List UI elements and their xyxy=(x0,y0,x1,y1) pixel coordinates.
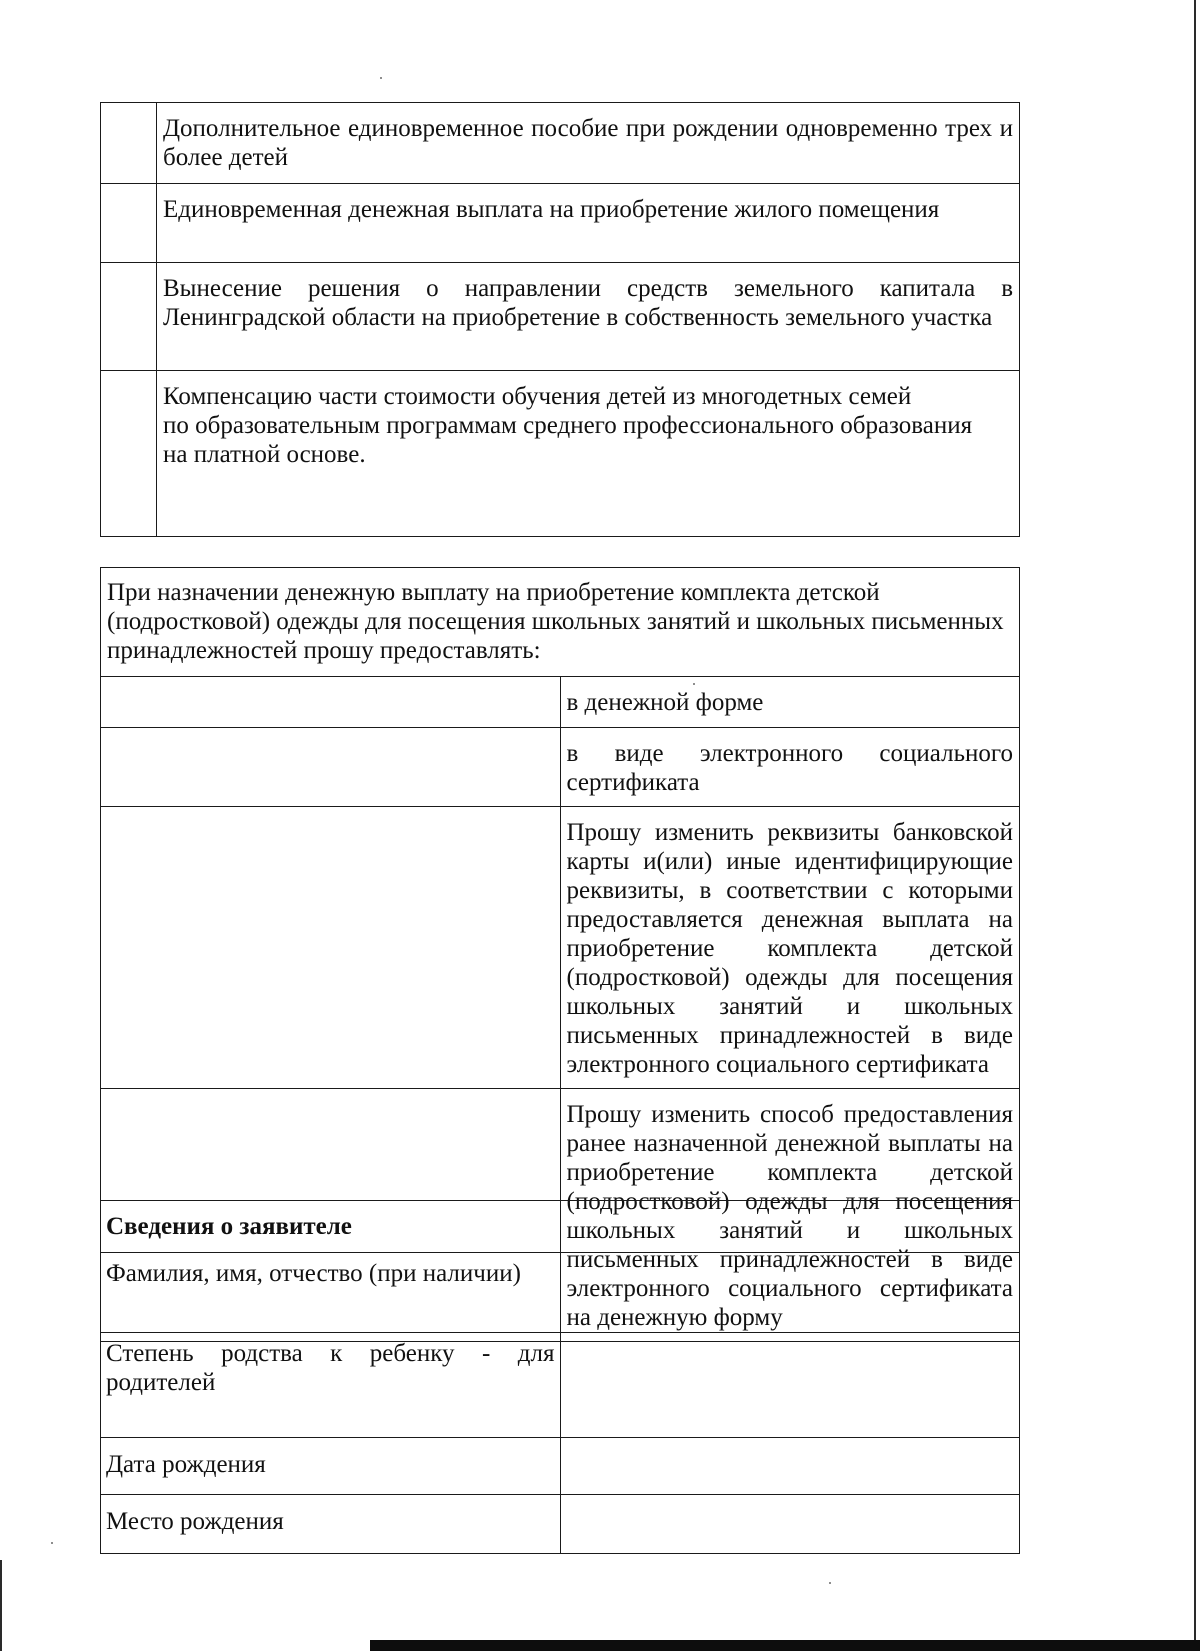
benefits-table xyxy=(100,102,1020,537)
payment-option-checkbox-cell[interactable] xyxy=(101,677,561,728)
payment-option-text: в виде электронного социального сертификата xyxy=(560,728,1020,807)
benefit-text: Вынесение решения о направлении средств земельного капитала в Ленинградской области на приобретение в собственность земельного участка xyxy=(163,275,1013,331)
benefit-checkbox-cell[interactable] xyxy=(101,103,157,184)
benefit-text-line: Компенсацию части стоимости обучения детей из многодетных семей xyxy=(163,383,912,410)
benefit-checkbox-cell[interactable] xyxy=(101,263,157,371)
payment-option-text: Прошу изменить способ предоставления ранее назначенной денежной выплаты на приобретение комплекта детской (подростковой) одежды для посещения школьных занятий и школьных письменных принадлежностей в виде электронного социального сертификата на денежную форму xyxy=(560,1089,1020,1342)
benefit-row xyxy=(101,184,1020,263)
applicant-field-row xyxy=(101,1438,1020,1495)
applicant-section-title: Сведения о заявителе xyxy=(101,1201,1020,1253)
page-edge-right xyxy=(1194,0,1196,1651)
page-edge-left xyxy=(0,1560,2,1651)
payment-option-row xyxy=(101,728,1020,807)
benefit-checkbox-cell[interactable] xyxy=(101,184,157,263)
payment-form-header: При назначении денежную выплату на приобретение комплекта детской (подростковой) одежды для посещения школьных занятий и школьных письменных принадлежностей прошу предоставлять: xyxy=(101,568,1020,677)
benefit-text-cell xyxy=(157,103,1020,184)
payment-form-header-row xyxy=(101,568,1020,677)
applicant-birth-place-field[interactable] xyxy=(560,1495,1020,1554)
applicant-field-row xyxy=(101,1253,1020,1333)
applicant-field-label: Место рождения xyxy=(101,1495,561,1554)
benefit-text-cell xyxy=(157,263,1020,371)
applicant-field-label: Дата рождения xyxy=(101,1438,561,1495)
applicant-field-label: Фамилия, имя, отчество (при наличии) xyxy=(101,1253,561,1333)
payment-option-text: в денежной форме xyxy=(560,677,1020,728)
payment-option-text: Прошу изменить реквизиты банковской карты и(или) иные идентифицирующие реквизиты, в соответствии с которыми предоставляется денежная выплата на приобретение комплекта детской (подростковой) одежды для посещения школьных занятий и школьных письменных принадлежностей в виде электронного социального сертификата xyxy=(560,807,1020,1089)
benefit-row xyxy=(101,371,1020,537)
payment-option-row xyxy=(101,677,1020,728)
applicant-full-name-field[interactable] xyxy=(560,1253,1020,1333)
payment-option-row xyxy=(101,807,1020,1089)
applicant-birth-date-field[interactable] xyxy=(560,1438,1020,1495)
benefit-text-cell xyxy=(157,184,1020,263)
benefit-text: Единовременная денежная выплата на приобретение жилого помещения xyxy=(163,196,940,223)
applicant-title-row xyxy=(101,1201,1020,1253)
scan-speck xyxy=(380,77,382,79)
benefit-text-line: по образовательным программам среднего профессионального образования xyxy=(163,412,973,439)
applicant-field-label: Степень родства к ребенку - для родителей xyxy=(101,1333,561,1438)
benefit-row xyxy=(101,263,1020,371)
benefit-checkbox-cell[interactable] xyxy=(101,371,157,537)
payment-option-checkbox-cell[interactable] xyxy=(101,728,561,807)
applicant-field-row xyxy=(101,1333,1020,1438)
payment-option-checkbox-cell[interactable] xyxy=(101,807,561,1089)
benefit-text-cell xyxy=(157,371,1020,537)
scan-speck xyxy=(51,1542,53,1544)
scan-speck xyxy=(829,1582,831,1584)
benefit-text: Дополнительное единовременное пособие при рождении одновременно трех и более детей xyxy=(163,115,1013,171)
applicant-table xyxy=(100,1200,1020,1554)
benefit-row xyxy=(101,103,1020,184)
applicant-relationship-field[interactable] xyxy=(560,1333,1020,1438)
applicant-field-row xyxy=(101,1495,1020,1554)
benefit-text-line: на платной основе. xyxy=(163,441,366,468)
page-edge-bottom xyxy=(370,1640,1200,1651)
